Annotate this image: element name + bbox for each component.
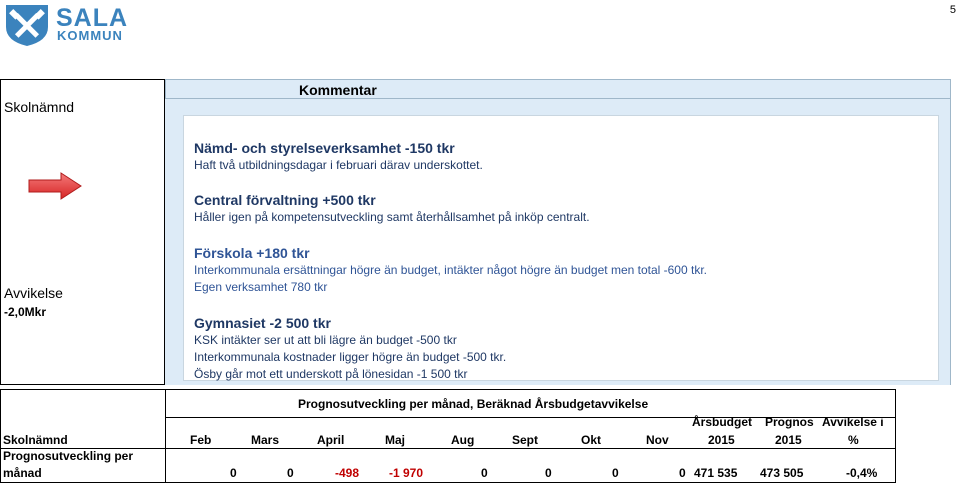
grid-line bbox=[0, 448, 896, 449]
table-cell: 471 535 bbox=[694, 466, 738, 480]
forecast-table bbox=[0, 389, 896, 483]
month-header: Mars bbox=[251, 433, 280, 447]
table-cell: 0 bbox=[545, 466, 552, 480]
forecast-2015-header-year: 2015 bbox=[775, 433, 802, 447]
table-cell: 0 bbox=[612, 466, 619, 480]
section-line: Egen verksamhet 780 tkr bbox=[194, 280, 328, 294]
grid-line bbox=[165, 389, 166, 483]
month-header: April bbox=[317, 433, 345, 447]
table-cell: 0 bbox=[287, 466, 294, 480]
section-title: Förskola +180 tkr bbox=[194, 245, 310, 261]
comment-header bbox=[165, 79, 951, 99]
section-line: KSK intäkter ser ut att bli lägre än budget -500 tkr bbox=[194, 333, 457, 347]
section-line: Ösby går mot ett underskott på lönesidan -1 500 tkr bbox=[194, 367, 468, 381]
crossed-hammers-shield-icon bbox=[4, 3, 50, 47]
committee-label: Skolnämnd bbox=[4, 99, 75, 115]
section-line: Interkommunala ersättningar högre än budget, intäkter något högre än budget men total -600 tkr. bbox=[194, 263, 707, 277]
table-cell-negative: -498 bbox=[335, 466, 360, 480]
month-header: Feb bbox=[190, 433, 212, 447]
annual-budget-header-year: 2015 bbox=[708, 433, 735, 447]
logo-wordmark: SALA bbox=[56, 4, 129, 32]
left-column bbox=[0, 79, 165, 385]
section-line: Haft två utbildningsdagar i februari därav underskottet. bbox=[194, 158, 483, 172]
forecast-2015-header: Prognos bbox=[765, 415, 814, 429]
comment-header-label: Kommentar bbox=[299, 82, 377, 98]
deviation-value: -2,0Mkr bbox=[4, 305, 47, 319]
grid-line bbox=[0, 389, 896, 390]
page-number: 5 bbox=[949, 4, 956, 16]
logo-subtitle: KOMMUN bbox=[57, 28, 123, 43]
comment-frame bbox=[165, 99, 951, 385]
comment-textbox bbox=[183, 115, 939, 381]
month-header: Aug bbox=[451, 433, 475, 447]
table-cell: 0 bbox=[481, 466, 488, 480]
forecast-header: Prognosutveckling per månad, Beräknad Årsbudgetavvikelse bbox=[298, 397, 649, 411]
table-cell: 473 505 bbox=[760, 466, 804, 480]
month-header: Okt bbox=[581, 433, 602, 447]
month-header: Maj bbox=[385, 433, 406, 447]
month-header: Sept bbox=[512, 433, 539, 447]
arrow-right-icon bbox=[27, 171, 83, 201]
table-cell: 0 bbox=[230, 466, 237, 480]
deviation-percent-header-unit: % bbox=[848, 433, 859, 447]
table-cell-negative: -1 970 bbox=[389, 466, 424, 480]
table-cell: 0 bbox=[679, 466, 686, 480]
grid-line bbox=[895, 389, 896, 483]
deviation-percent-header: Avvikelse i bbox=[822, 415, 884, 429]
section-title: Gymnasiet -2 500 tkr bbox=[194, 315, 331, 331]
section-title: Nämd- och styrelseverksamhet -150 tkr bbox=[194, 140, 455, 156]
section-line: Håller igen på kompetensutveckling samt återhållsamhet på inköp centralt. bbox=[194, 210, 590, 224]
row-label-cont: månad bbox=[3, 466, 42, 480]
table-cell: -0,4% bbox=[846, 466, 878, 480]
row-header-committee: Skolnämnd bbox=[3, 433, 68, 447]
annual-budget-header: Årsbudget bbox=[692, 415, 752, 429]
deviation-label: Avvikelse bbox=[4, 285, 63, 301]
section-title: Central förvaltning +500 tkr bbox=[194, 192, 376, 208]
sala-kommun-logo bbox=[4, 3, 129, 49]
month-header: Nov bbox=[646, 433, 669, 447]
comment-table bbox=[0, 79, 951, 385]
row-label: Prognosutveckling per bbox=[3, 449, 134, 463]
grid-line bbox=[0, 389, 1, 483]
section-line: Interkommunala kostnader ligger högre än budget -500 tkr. bbox=[194, 350, 507, 364]
